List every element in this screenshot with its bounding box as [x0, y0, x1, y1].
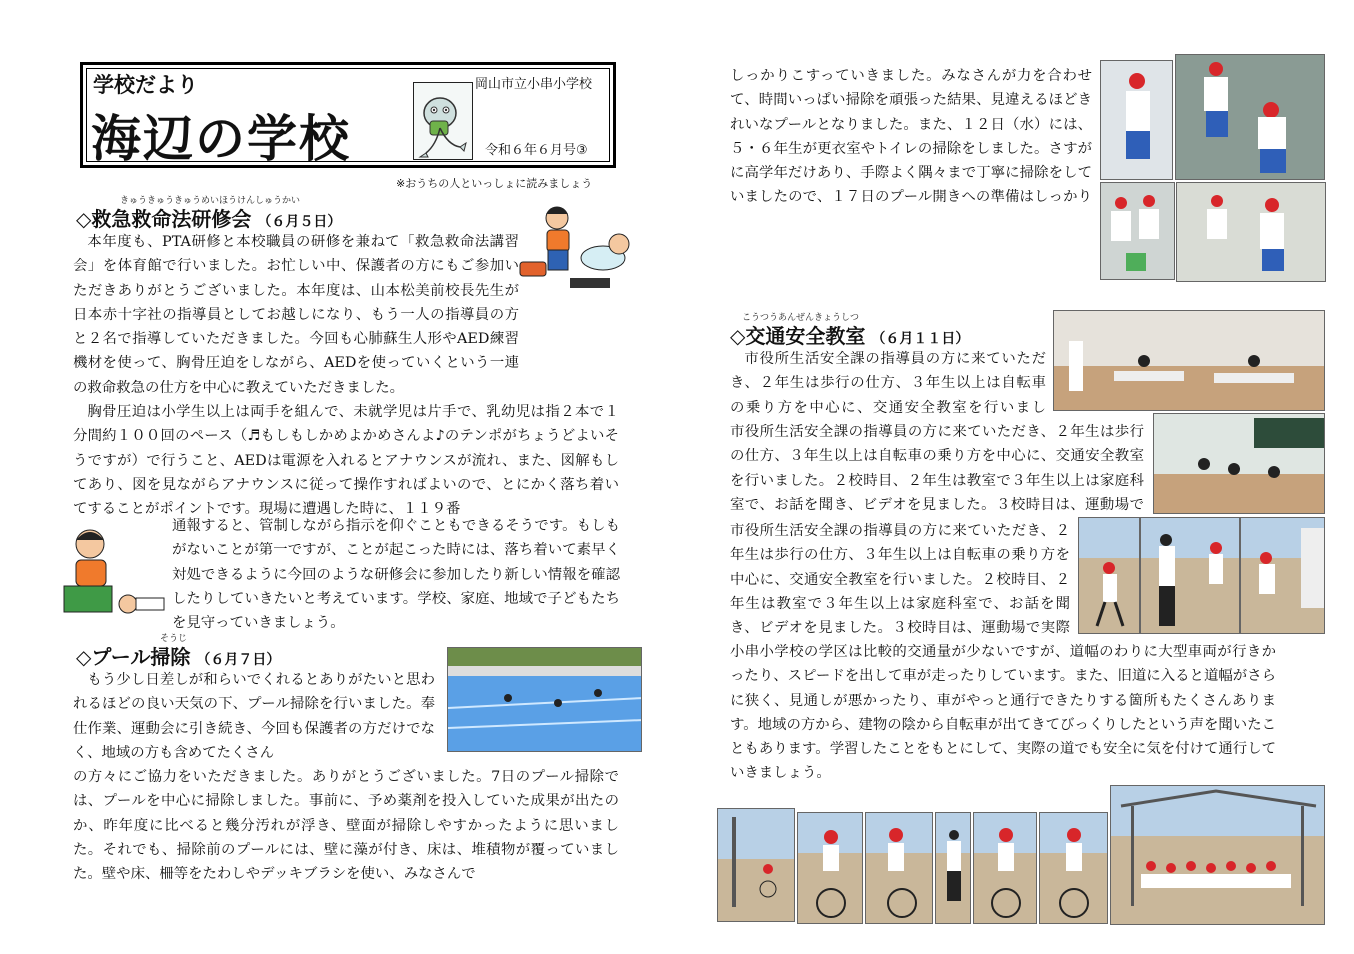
- walking-practice-photo-2: [1140, 517, 1240, 634]
- pool-cleaning-photo-2: [1175, 54, 1325, 180]
- reading-note: ※おうちの人といっしょに読みましょう: [396, 177, 593, 190]
- school-name: 岡山市立小串小学校: [475, 77, 593, 92]
- section-ruby: そうじ: [160, 634, 188, 644]
- issue-number: 令和６年６月号③: [485, 143, 588, 158]
- pool-cleaning-photo-4: [1176, 182, 1326, 282]
- heading-date: （６月７日）: [196, 652, 281, 668]
- section-ruby: きゅうきゅうきゅうめいほうけんしゅうかい: [120, 196, 301, 206]
- cycling-photo-6: [1039, 812, 1108, 924]
- heading-date: （６月５日）: [257, 214, 342, 230]
- masthead: [80, 62, 616, 168]
- cycling-photo-4: [935, 812, 971, 924]
- heading-text: ◇交通安全教室: [730, 324, 866, 348]
- section-heading-pool: [76, 641, 280, 670]
- classroom-photo: [1053, 310, 1325, 411]
- traffic-text-3: 市役所生活安全課の指導員の方に来ていただき、２年生は歩行の仕方、３年生以上は自転車の乗り方を中心に、交通安全教室を行いました。２校時目、２年生は教室で３年生以上は家庭科室で、お話を聞き、ビデオを見ました。３校時目は、運動場で実際: [730, 523, 1070, 637]
- masthead-subtitle: 学校だより: [93, 73, 198, 97]
- pool-text-3: しっかりこすっていきました。みなさんが力を合わせて、時間いっぱい掃除を頑張った結果、見違えるほどきれいなプールとなりました。また、１２日（水）には、５・６年生が更衣室やトイレの掃除をしました。さすがに高学年だけあり、手際よく隅々まで丁寧に掃除をしていましたので、１７日のプール開きへの準備はしっかり: [730, 68, 1092, 206]
- fish-mascot-icon: [413, 82, 473, 160]
- cpr-child-illustration: [58, 522, 168, 622]
- section-heading-first-aid: [76, 203, 341, 232]
- pool-text-2: の方々にご協力をいただきました。ありがとうございました。7日のプール掃除では、プールを中心に掃除しました。事前に、予め薬剤を投入していた成果が出たのか、昨年度に比べると幾分汚れが浮き、壁面が掃除しやすかったように思いました。それでも、掃除前のプールには、壁に藻が付き、床は、堆積物が覆っていました。壁や床、柵等をたわしやデッキブラシを使い、みなさんで: [73, 769, 619, 883]
- cycling-photo-3: [865, 812, 933, 924]
- group-tent-photo: [1110, 785, 1325, 925]
- first-aid-text-3: 通報すると、管制しながら指示を仰ぐこともできるそうです。もしもがないことが第一ですが、ことが起こった時には、落ち着いて素早く対処できるように今回のような研修会に参加したり新しい情報を確認したりしていきたいと考えています。学校、家庭、地域で子どもたちを見守っていきましょう。: [172, 518, 620, 632]
- section-ruby: こうつうあんぜんきょうしつ: [742, 313, 860, 323]
- heading-text: ◇救急救命法研修会: [76, 207, 252, 231]
- first-aid-text-2: 胸骨圧迫は小学生以上は両手を組んで、未就学児は片手で、乳幼児は指２本で１分間約１００回のペース（♬もしもしかめよかめさんよ♪のテンポがちょうどよいそうですが）で行うこと、AEDは電源を入れるとアナウンスが流れ、また、図解もしてあり、図を見ながらアナウンスに従って操作すればよいので、とにかく落ち着いてすることがポイントです。現場に遭遇した時に、１１９番: [73, 404, 619, 518]
- pool-cleaning-photo-3: [1100, 182, 1175, 280]
- cpr-illustration: [515, 200, 635, 295]
- walking-practice-photo-1: [1078, 517, 1140, 634]
- section-heading-traffic: [730, 320, 969, 349]
- pool-cleaning-photo-1: [1100, 60, 1173, 180]
- traffic-text-4: 小串小学校の学区は比較的交通量が少ないですが、道幅のわりに大型車両が行きかったり、スピードを出して車が走ったりしています。また、旧道に入ると道幅がさらに狭く、見通しが悪かったり、車がやっと通行できたりする箇所もたくさんあります。地域の方から、建物の陰から自転車が出てきてびっくりしたという声を聞いたこともあります。学習したことをもとにして、実際の道でも安全に気を付けて通行していきましょう。: [730, 644, 1276, 782]
- cycling-photo-1: [717, 808, 795, 922]
- first-aid-text-1: 本年度も、PTA研修と本校職員の研修を兼ねて「救急救命法講習会」を体育館で行いました。お忙しい中、保護者の方にもご参加いただきありがとうございました。本年度は、山本松美前校長先生が日本赤十字社の指導員としてお越しになり、もう一人の指導員の方と２名で指導していただきました。今回も心肺蘇生人形やAED練習機材を使って、胸骨圧迫をしながら、AEDを使っていくという一連の救命救急の仕方を中心に教えていただきました。: [73, 234, 519, 396]
- pool-photo: [447, 647, 642, 752]
- cycling-photo-2: [797, 812, 863, 924]
- home-ec-room-photo: [1153, 413, 1325, 514]
- heading-date: （６月１１日）: [871, 331, 970, 347]
- traffic-text-2: 市役所生活安全課の指導員の方に来ていただき、２年生は歩行の仕方、３年生以上は自転車の乗り方を中心に、交通安全教室を行いました。２校時目、２年生は教室で３年生以上は家庭科室で、お話を聞き、ビデオを見ました。３校時目は、運動場で: [730, 424, 1144, 513]
- cycling-photo-5: [973, 812, 1037, 924]
- walking-practice-photo-3: [1240, 517, 1325, 634]
- pool-text-1: もう少し日差しが和らいでくれるとありがたいと思われるほどの良い天気の下、プール掃除を行いました。奉仕作業、運動会に引き続き、今回も保護者の方だけでなく、地域の方も含めてたくさん: [73, 672, 435, 761]
- masthead-title: 海辺の学校: [91, 110, 351, 168]
- traffic-text-1: 市役所生活安全課の指導員の方に来ていただき、２年生は歩行の仕方、３年生以上は自転車の乗り方を中心に、交通安全教室を行いまし: [730, 351, 1046, 416]
- heading-text: ◇プール掃除: [76, 645, 191, 669]
